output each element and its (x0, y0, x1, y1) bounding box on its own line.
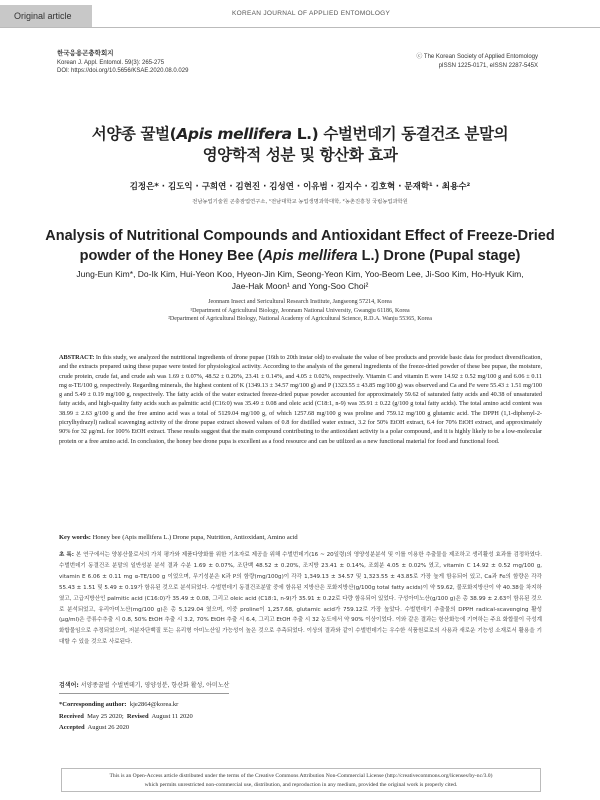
abstract-korean (59, 550, 542, 648)
abstract-label: ABSTRACT: (59, 354, 95, 361)
title-korean-line2: 영양학적 성분 및 항산화 효과 (202, 146, 398, 164)
affiliation-1: ¹Department of Agricultural Biology, Jeonnam National University, Gwangju 61186, Korea (190, 307, 410, 314)
journal-name: KOREAN JOURNAL OF APPLIED ENTOMOLOGY (232, 10, 391, 17)
authors-line2: Jae-Hak Moon¹ and Yong-Soo Choi² (231, 280, 369, 291)
title-english-line1: Analysis of Nutritional Compounds and Antioxidant Effect of Freeze-Dried (45, 228, 555, 244)
abstract-english (59, 353, 542, 446)
title-korean (0, 124, 600, 166)
journal-name-kr: 한국응용곤충학회지 (57, 50, 114, 57)
abstract-kr-text: 본 연구에서는 양봉산물로서의 가치 평가와 제품다양화를 위한 기초자료 제공을 위해 수벌번데기(16 ~ 20일령)의 영양성분분석 및 이를 이용한 추출물을 제조하고 생리활성 효과를 검정하였다. 수벌번데기 동결건조 분말의 일반성분 분석 결과 수분 1.69 ± 0.07%, 조단백 48.52 ± 0.20%, 조지방 23.41 ± 0.14%, 조회분 4.05 ± 0.02% 였고, vitamin C 14.92 ± 0.52 mg/100 g, vitamin E 6.06 ± 0.11 mg α-TE/100 g 이었으며, 무기성분은 K과 P의 함량(mg/100g)이 각각 1,349.13 ± 34.57 및 1,323.55 ± 43.85로 가장 높게 함유되어 있고, Ca과 Fe의 함량은 각각 55.43 ± 1.51 및 5.49 ± 0.19가 함유된 것으로 분석되었다. 수벌번데기 동결건조분말 중에 함유된 지방산은 포화지방산(g/100g total fatty acids)이 약 59.62, 불포화지방산이 약 40.38을 차지하였고, 고급지방산인 palmitic acid (C16:0)가 35.49 ± 0.08, 그리고 oleic acid (C18:1, n-9)가 35.91 ± 0.22로 다량 함유되어 있었다. 구성아미노산(g/100 g)은 총 38.99 ± 2.63이 함유된 것으로 분석되었고, 유리아미노산(mg/100 g)은 총 5,129.04 였으며, 이중 proline이 1,257.68, glutamic acid가 759.12로 가장 높았다. 수벌번데기 추출물의 DPPH radical-scavenging 활성(μg/ml)은 증류수추출 시 0.8, 50% EtOH 추출 시 3.2, 70% EtOH 추출 시 6.4, 그리고 EtOH 추출 시 32 농도에서 약 90% 이상이었다. 이와 같은 결과는 항산화능에 기여하는 주요 화합물이 극성계 화합물임으로 추정되었으며, 저분자단백질 또는 유리형 아미노산일 가능성이 높은 것으로 추측되었다. 이상의 결과와 같이 수벌번데기는 우수한 식품원료로의 사용과 새로운 기능성 소재로서 활용을 기대할 수 있을 것으로 사료된다. (59, 552, 543, 646)
keywords-kr-label: 검색어: (59, 682, 79, 689)
page-header (0, 0, 600, 40)
title-english-line2: powder of the Honey Bee (Apis mellifera L.) Drone (Pupal stage) (79, 248, 521, 264)
citation: Korean J. Appl. Entomol. 59(3): 265-275 (57, 59, 165, 66)
species-name: Apis mellifera (176, 125, 292, 143)
corresponding-author: *Corresponding author: kje2864@korea.kr (59, 701, 179, 708)
doi-link[interactable]: DOI: https://doi.org/10.5656/KSAE.2020.08.0.029 (57, 68, 189, 74)
affiliations-english (40, 298, 560, 324)
article-type-tab: Original article (0, 5, 92, 27)
authors-english (60, 269, 540, 292)
abstract-text: In this study, we analyzed the nutritional ingredients of drone pupae (16th to 20th instar old) to evaluate the value of bee products and provide basic data for product diversification, and the extracts prepared using these pupae were tested for physiological activity. According to the analysis of the general ingredients of the freeze-dried powder of these bee pupae, the moisture, crude protein, crude fat, and crude ash was 1.69 ± 0.07%, 48.52 ± 0.20%, 23.41 ± 0.14%, and 4.05 ± 0.02%, respectively. Vitamin C and vitamin E were 14.92 ± 0.52 mg/100 g and 6.06 ± 0.11 mg α-TE/100 g, respectively. Regarding minerals, the highest content of K (1349.13 ± 34.57 mg/100 g) and P (1323.55 ± 43.85 mg/100 g) was observed and Ca and Fe were 55.43 ± 1.51 mg/100 g and 5.49 ± 0.19 mg/100 g, respectively. The fatty acids of the water extracted freeze-dried pupae powder accounted for approximately 59.62 of saturated fatty acids and 40.38 of unsaturated fatty acids, and high-quality fatty acids such as palmitic acid (C16:0) was 35.49 ± 0.08 and oleic acid (C18:1, n-9) was 35.91 ± 0.22 (g/100 g total fatty acids). The total amino acid content was 38.99 ± 2.63 g/100 g and the free amino acid was a total of 5129.04 mg/100 g, of which 1257.68 mg/100 g was proline and 759.12 mg/100 g glutamic acid. The DPPH (1,1-diphenyl-2-picrylhydrazyl) radical scavenging activity of the drone pupae extract showed values of 0.8 for distilled water extract, 3.2 for 50% EtOH extract, 6.4 for 70% EtOH extract, and approximately 90% for 32 μg/mL for 100% EtOH extract. These results suggest that the main compound contributing to the antioxidant activity is a polar compound, and it is highly likely to be a low-molecular protein or a free amino acid. In conclusion, the honey bee drone pupa is excellent as a food resource and can be utilized as a new functional material for food and functional food. (59, 354, 543, 445)
copyright: ⓒ The Korean Society of Applied Entomology (416, 54, 538, 60)
copyright-block (416, 53, 538, 70)
keywords-text: Honey bee (Apis mellifera L.) Drone pupa, Nutrition, Antioxidant, Amino acid (92, 534, 298, 541)
keywords-korean (59, 680, 542, 689)
footnote-divider (59, 693, 229, 694)
citation-block (57, 50, 188, 76)
authors-line1: Jung-Eun Kim*, Do-Ik Kim, Hui-Yeon Koo, Hyeon-Jin Kim, Seong-Yeon Kim, Yoo-Beom Lee, Ji-Soo Kim, Ho-Hyuk Kim, (76, 269, 524, 279)
keywords-kr-text: 서양종꿀벌 수벌번데기, 영양성분, 항산화 활성, 아미노산 (80, 682, 230, 689)
header-divider (0, 27, 600, 28)
issn: pISSN 1225-0171, eISSN 2287-545X (438, 62, 538, 69)
title-english (40, 226, 560, 266)
dates-line1: Received May 25 2020; Revised August 11 2020 (59, 712, 193, 720)
keywords-label: Key words: (59, 534, 91, 541)
abstract-kr-label: 초 록: (59, 552, 74, 558)
affiliation-0: Jeonnam Insect and Sericultural Research Institute, Jangseong 57214, Korea (208, 299, 392, 305)
correspondence-block (59, 699, 193, 734)
author-email[interactable]: kje2864@korea.kr (129, 701, 179, 708)
title-korean-line1: 서양종 꿀벌(Apis mellifera L.) 수벌번데기 동결건조 분말의 (91, 125, 509, 143)
affiliation-2: ²Department of Agricultural Biology, National Academy of Agricultural Science, R.D.A. Wanju 55365, Korea (168, 316, 432, 323)
license-line1: This is an Open-Access article distributed under the terms of the Creative Commons Attribution Non-Commercial License (http://creativecommons.org/licenses/by-nc/3.0) (109, 773, 493, 779)
affiliation-korean: 전남농업기술원 곤충잠업연구소, ¹전남대학교 농업생명과학대학, ²농촌진흥청 국립농업과학원 (192, 199, 408, 205)
license-line2: which permits unrestricted non-commercial use, distribution, and reproduction in any medium, provided the original work is properly cited. (144, 782, 458, 788)
license-box (61, 768, 541, 792)
authors-korean: 김정은* · 김도익 · 구희연 · 김현진 · 김성연 · 이유범 · 김지수 · 김호혁 · 문재학¹ · 최용수² (129, 182, 471, 192)
dates-line2: Accepted August 26 2020 (59, 724, 130, 731)
species-name-en: Apis mellifera (262, 248, 358, 264)
keywords-english (59, 534, 542, 541)
